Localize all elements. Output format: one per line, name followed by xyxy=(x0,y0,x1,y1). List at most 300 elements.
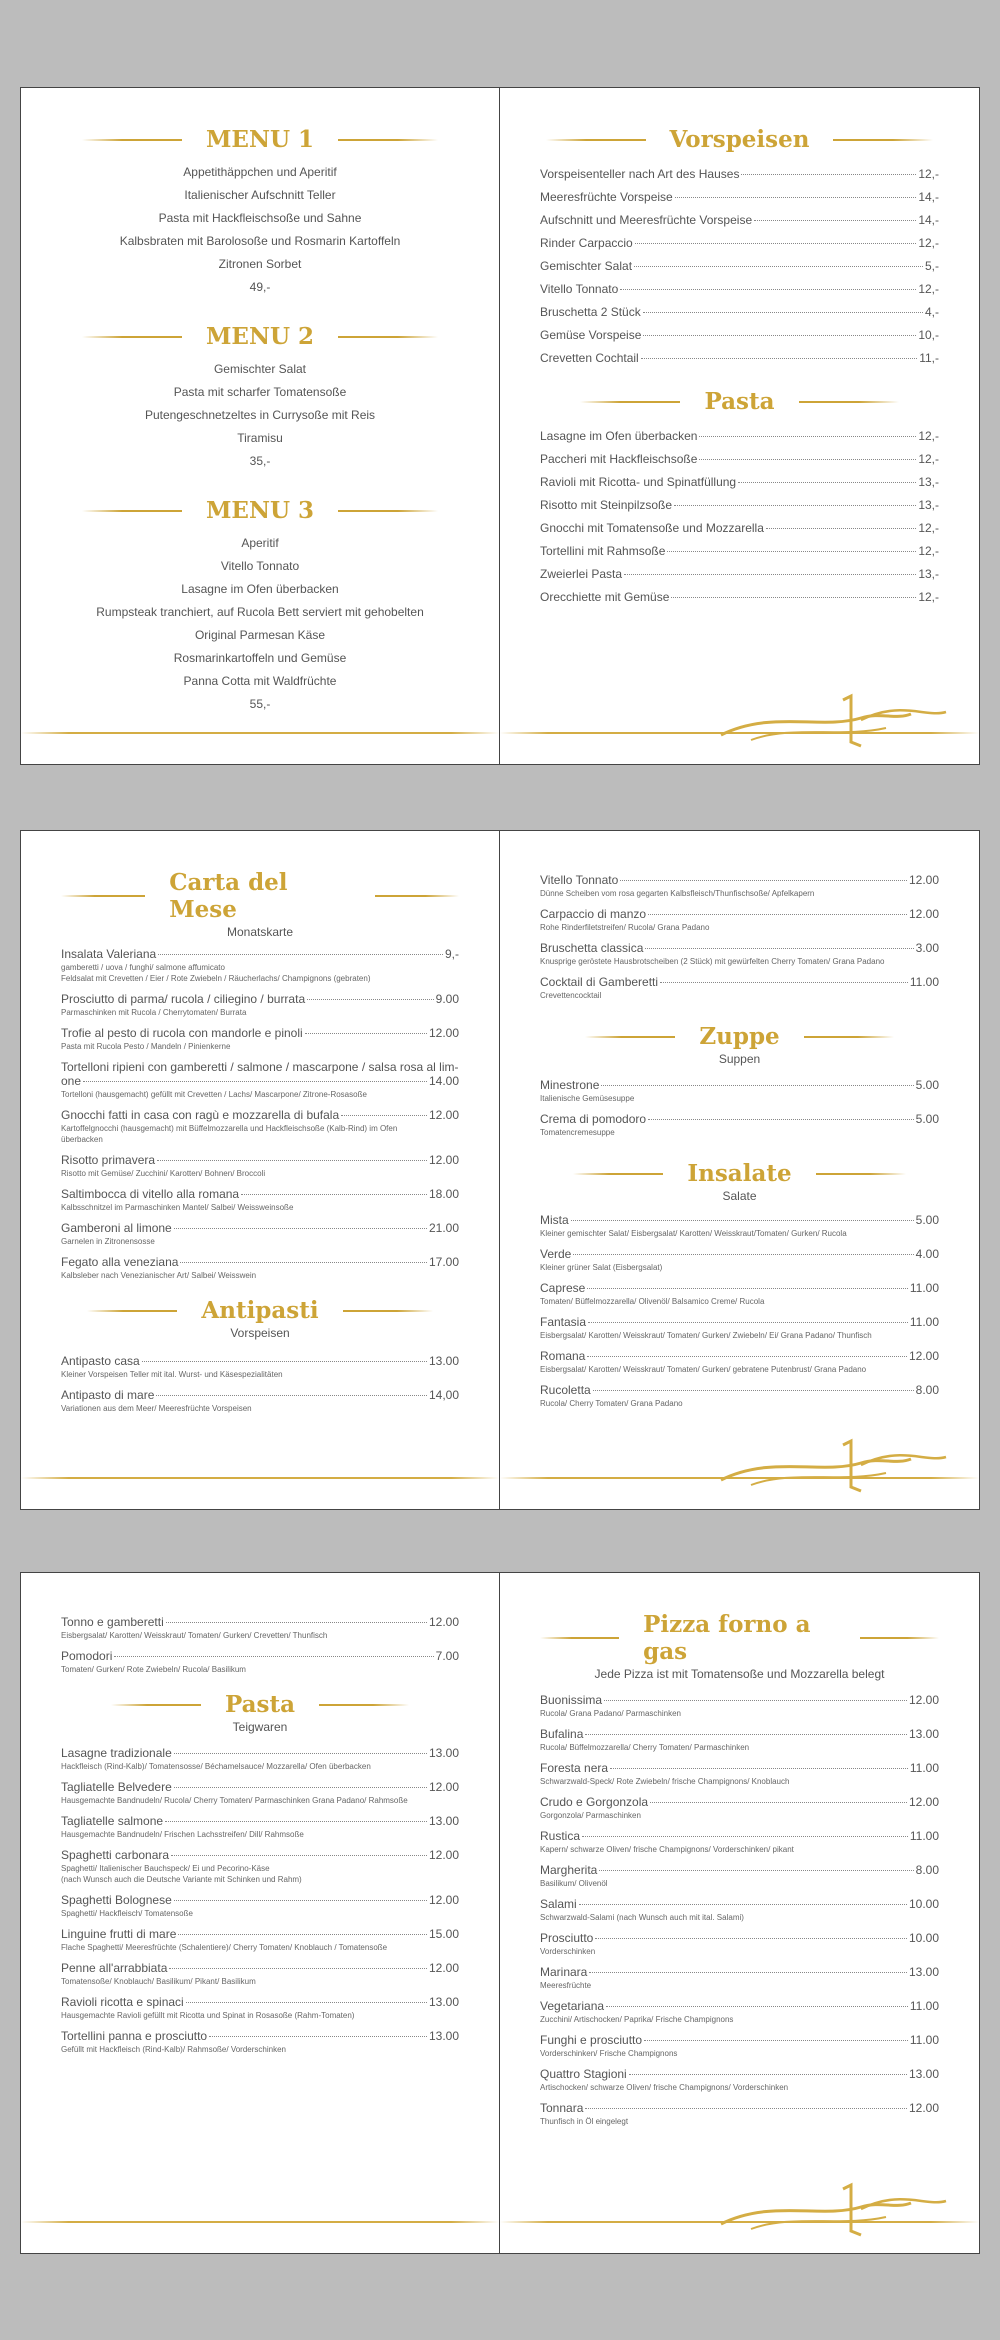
menu-entry xyxy=(540,1965,939,1991)
menu-item xyxy=(540,1281,939,1295)
item-name: Aufschnitt und Meeresfrüchte Vorspeise xyxy=(540,213,753,227)
section-title-pizza: Pizza forno a gas xyxy=(540,1611,939,1665)
item-description: Schwarzwald-Salami (nach Wunsch auch mit ital. Salami) xyxy=(540,1913,744,1922)
menu-entry xyxy=(540,1281,939,1307)
menu-item xyxy=(540,540,939,563)
dot-leader xyxy=(579,1904,907,1905)
item-price: 12.00 xyxy=(908,2101,939,2115)
menu-course: Tiramisu xyxy=(237,431,283,445)
item-price: 11,- xyxy=(919,351,939,365)
item-name: Bruschetta 2 Stück xyxy=(540,305,641,319)
item-price: 18.00 xyxy=(428,1187,459,1201)
menu-item xyxy=(540,1727,939,1741)
item-price: 21.00 xyxy=(428,1221,459,1235)
page-insalate-pasta xyxy=(21,1573,500,2253)
section-subtitle-pizza: Jede Pizza ist mit Tomatensoße und Mozzarella belegt xyxy=(594,1667,885,1681)
item-description: Hausgemachte Ravioli gefüllt mit Ricotta und Spinat in Rosasoße (Rahm-Tomaten) xyxy=(61,2011,355,2020)
item-name: Funghi e prosciutto xyxy=(540,2033,643,2047)
item-name: Fegato alla veneziana xyxy=(61,1255,179,1269)
pasta-list xyxy=(61,1746,459,2055)
menu-item xyxy=(540,1965,939,1979)
menu-spread-2 xyxy=(20,830,980,1510)
menu-item xyxy=(61,1961,459,1975)
item-description: Tortelloni (hausgemacht) gefüllt mit Crevetten / Lachs/ Mascarpone/ Zitrone-Rosasoße xyxy=(61,1090,367,1099)
dot-leader xyxy=(604,1700,907,1701)
menu-entry xyxy=(540,1897,939,1923)
dot-leader xyxy=(624,574,916,575)
menu-course: Appetithäppchen und Aperitif xyxy=(183,165,337,179)
menu-title-text: MENU 1 xyxy=(205,126,315,153)
menu-entry xyxy=(61,1814,459,1840)
gold-divider xyxy=(21,732,499,734)
menu-course: Lasagne im Ofen überbacken xyxy=(181,582,339,596)
item-price: 13.00 xyxy=(908,2067,939,2081)
item-name: Vegetariana xyxy=(540,1999,605,2013)
menu-entry xyxy=(61,1927,459,1953)
item-name: Minestrone xyxy=(540,1078,600,1092)
item-description: Eisbergsalat/ Karotten/ Weisskraut/ Tomaten/ Gurken/ gebratene Putenbrust/ Grana Padano xyxy=(540,1365,867,1374)
menu-item xyxy=(61,1746,459,1760)
menu-spread-3 xyxy=(20,1572,980,2254)
dot-leader xyxy=(629,2074,907,2075)
menu-entry xyxy=(540,1112,939,1138)
menu-entry xyxy=(540,1999,939,2025)
menu-item xyxy=(61,1927,459,1941)
item-description: Tomaten/ Gurken/ Rote Zwiebeln/ Rucola/ Basilikum xyxy=(61,1665,246,1674)
menu-item xyxy=(540,517,939,540)
menu-course: Zitronen Sorbet xyxy=(218,257,302,271)
menu-entry xyxy=(540,1829,939,1855)
section-title-pasta: Pasta xyxy=(61,1691,459,1718)
menu-item xyxy=(540,1315,939,1329)
dot-leader xyxy=(156,1395,427,1396)
item-name: Rinder Carpaccio xyxy=(540,236,633,250)
dot-leader xyxy=(699,436,916,437)
dot-leader xyxy=(610,1768,908,1769)
menu-entry xyxy=(540,941,939,967)
dot-leader xyxy=(305,1033,427,1034)
menu-item xyxy=(61,1848,459,1862)
item-name: Penne all'arrabbiata xyxy=(61,1961,168,1975)
menu-entry xyxy=(540,873,939,899)
item-price: 13,- xyxy=(918,475,939,489)
item-name: Rucoletta xyxy=(540,1383,591,1397)
dot-leader xyxy=(671,597,916,598)
item-price: 11.00 xyxy=(909,1829,939,1843)
item-name: Tonnara xyxy=(540,2101,584,2115)
section-title-vorspeisen: Vorspeisen xyxy=(540,126,939,153)
item-name: Risotto mit Steinpilzsoße xyxy=(540,498,673,512)
item-name: Cocktail di Gamberetti xyxy=(540,975,659,989)
section-title-carta: Carta del Mese xyxy=(61,869,459,923)
menu-item xyxy=(61,1780,459,1794)
item-name: Risotto primavera xyxy=(61,1153,156,1167)
item-description: Hausgemachte Bandnudeln/ Rucola/ Cherry Tomaten/ Parmaschinken Grana Padano/ Rahmsoße xyxy=(61,1796,408,1805)
menu-item xyxy=(61,1221,459,1235)
item-description: Risotto mit Gemüse/ Zucchini/ Karotten/ Bohnen/ Broccoli xyxy=(61,1169,266,1178)
dot-leader xyxy=(741,174,916,175)
item-price: 8.00 xyxy=(915,1383,939,1397)
item-name: Vitello Tonnato xyxy=(540,873,619,887)
item-price: 13.00 xyxy=(428,1814,459,1828)
menu-item xyxy=(540,232,939,255)
item-price: 10,- xyxy=(918,328,939,342)
zuppe-list xyxy=(540,1078,939,1138)
dot-leader xyxy=(675,197,917,198)
menu-item xyxy=(540,1383,939,1397)
item-name: Vorspeisenteller nach Art des Hauses xyxy=(540,167,740,181)
menu-item xyxy=(540,448,939,471)
item-price: 14.00 xyxy=(428,1074,459,1088)
item-description: Artischocken/ schwarze Oliven/ frische Champignons/ Vorderschinken xyxy=(540,2083,789,2092)
item-price: 12,- xyxy=(918,167,939,181)
menu-entry xyxy=(61,1746,459,1772)
menu-title-text: MENU 3 xyxy=(205,497,315,524)
menu-spread-1 xyxy=(20,87,980,765)
item-description: gamberetti / uova / funghi/ salmone affumicato Feldsalat mit Crevetten / Eier / Rote Zwiebeln / Räucherlachs/ Champignons (gebraten) xyxy=(61,963,371,983)
dot-leader xyxy=(178,1934,427,1935)
menu-course: Pasta mit Hackfleischsoße und Sahne xyxy=(158,211,362,225)
item-description: Tomatencremesuppe xyxy=(540,1128,615,1137)
menu-item xyxy=(540,1999,939,2013)
dot-leader xyxy=(585,2108,907,2109)
dot-leader xyxy=(738,482,916,483)
menu-entry xyxy=(540,907,939,933)
item-name: Vitello Tonnato xyxy=(540,282,619,296)
item-description: Gorgonzola/ Parmaschinken xyxy=(540,1811,641,1820)
menu-item xyxy=(540,1795,939,1809)
item-name: Linguine frutti di mare xyxy=(61,1927,177,1941)
menu-title xyxy=(61,126,459,153)
item-price: 4,- xyxy=(924,305,939,319)
dot-leader xyxy=(660,982,908,983)
dot-leader xyxy=(620,880,907,881)
item-name: Pomodori xyxy=(61,1649,113,1663)
item-price: 3.00 xyxy=(915,941,939,955)
menu-item xyxy=(540,278,939,301)
dot-leader xyxy=(699,459,916,460)
menu-item xyxy=(61,1026,459,1040)
item-name: Antipasto di mare xyxy=(61,1388,155,1402)
menu-item xyxy=(61,1354,459,1368)
item-name: Gamberoni al limone xyxy=(61,1221,172,1235)
menu-course: Putengeschnetzeltes in Currysoße mit Reis xyxy=(144,408,376,422)
dot-leader xyxy=(573,1254,913,1255)
dot-leader xyxy=(587,1288,908,1289)
menu-course: Vitello Tonnato xyxy=(220,559,300,573)
dot-leader xyxy=(634,266,923,267)
menu-item xyxy=(61,1814,459,1828)
item-description: Rucola/ Büffelmozzarella/ Cherry Tomaten/ Parmaschinken xyxy=(540,1743,750,1752)
item-price: 14,- xyxy=(918,213,939,227)
set-menus xyxy=(61,88,459,716)
menu-course: Panna Cotta mit Waldfrüchte xyxy=(183,674,337,688)
menu-entry xyxy=(540,1349,939,1375)
antipasti-list xyxy=(61,1354,459,1414)
dot-leader xyxy=(341,1115,427,1116)
item-description: Schwarzwald-Speck/ Rote Zwiebeln/ frische Champignons/ Knoblauch xyxy=(540,1777,790,1786)
dot-leader xyxy=(582,1836,908,1837)
menu-entry xyxy=(61,1848,459,1885)
item-description: Kleiner gemischter Salat/ Eisbergsalat/ Karotten/ Weisskraut/Tomaten/ Gurken/ Rucola xyxy=(540,1229,847,1238)
menu-entry xyxy=(540,1863,939,1889)
item-name: Caprese xyxy=(540,1281,586,1295)
menu-entry xyxy=(540,1078,939,1104)
menu-entry xyxy=(540,1315,939,1341)
item-name: Spaghetti Bolognese xyxy=(61,1893,172,1907)
menu-course: 35,- xyxy=(249,454,271,468)
menu-item xyxy=(540,1693,939,1707)
menu-item xyxy=(540,1897,939,1911)
item-name: Lasagne im Ofen überbacken xyxy=(540,429,698,443)
item-description: Hackfleisch (Rind-Kalb)/ Tomatensosse/ Béchamelsauce/ Mozzarella/ Ofen überbacken xyxy=(61,1762,371,1771)
item-name: Tortellini mit Rahmsoße xyxy=(540,544,666,558)
item-name: Insalata Valeriana xyxy=(61,947,157,961)
item-price: 13,- xyxy=(918,567,939,581)
menu-item xyxy=(540,209,939,232)
item-price: 11.00 xyxy=(909,1761,939,1775)
item-price: 12.00 xyxy=(428,1780,459,1794)
dot-leader xyxy=(571,1220,914,1221)
menu-title-text: MENU 2 xyxy=(205,323,315,350)
item-name: Gnocchi mit Tomatensoße und Mozzarella xyxy=(540,521,764,535)
dot-leader xyxy=(186,2002,427,2003)
menu-entry xyxy=(61,1354,459,1380)
item-price: 13.00 xyxy=(908,1727,939,1741)
menu-item xyxy=(540,1349,939,1363)
item-description: Kleiner Vorspeisen Teller mit ital. Wurst- und Käsespezialitäten xyxy=(61,1370,283,1379)
item-price: 13.00 xyxy=(428,1995,459,2009)
menu-course: Gemischter Salat xyxy=(213,362,307,376)
item-price: 15.00 xyxy=(428,1927,459,1941)
menu-item xyxy=(540,1078,939,1092)
item-description: Flache Spaghetti/ Meeresfrüchte (Schalentiere)/ Cherry Tomaten/ Knoblauch / Tomatensoße xyxy=(61,1943,388,1952)
item-price: 12,- xyxy=(918,590,939,604)
item-description: Garnelen in Zitronensosse xyxy=(61,1237,155,1246)
item-price: 12.00 xyxy=(428,1153,459,1167)
menu-entry xyxy=(540,1761,939,1787)
dot-leader xyxy=(165,1821,427,1822)
dot-leader xyxy=(307,999,434,1000)
item-description: Eisbergsalat/ Karotten/ Weisskraut/ Tomaten/ Gurken/ Crevetten/ Thunfisch xyxy=(61,1631,328,1640)
dot-leader xyxy=(643,335,916,336)
menu-item xyxy=(540,1112,939,1126)
item-description: Rohe Rinderfiletstreifen/ Rucola/ Grana Padano xyxy=(540,923,710,932)
menu-item xyxy=(61,1108,459,1122)
dot-leader xyxy=(599,1870,913,1871)
item-description: Kartoffelgnocchi (hausgemacht) mit Büffelmozzarella und Hackfleischsoße (Kalb-Rind) im Ofen überbacken xyxy=(61,1124,398,1144)
pasta-list xyxy=(540,425,939,609)
menu-entry xyxy=(61,1026,459,1052)
menu-entry xyxy=(540,1247,939,1273)
page-set-menus xyxy=(21,88,500,764)
item-name: Romana xyxy=(540,1349,586,1363)
menu-item xyxy=(61,1255,459,1269)
menu-course: 49,- xyxy=(249,280,271,294)
item-description: Crevettencocktail xyxy=(540,991,602,1000)
item-name-line1: Tortelloni ripieni con gamberetti / salmone / mascarpone / salsa rosa al lim- xyxy=(61,1060,459,1074)
menu-title xyxy=(61,323,459,350)
item-price: 5.00 xyxy=(915,1213,939,1227)
item-name: Rustica xyxy=(540,1829,581,1843)
dot-leader xyxy=(601,1085,913,1086)
item-description: Gefüllt mit Hackfleisch (Rind-Kalb)/ Rahmsoße/ Vorderschinken xyxy=(61,2045,286,2054)
item-name: one xyxy=(61,1074,82,1088)
dot-leader xyxy=(174,1787,427,1788)
section-title-zuppe: Zuppe xyxy=(540,1023,939,1050)
menu-title xyxy=(61,497,459,524)
section-subtitle-pasta: Teigwaren xyxy=(232,1720,288,1734)
item-price: 11.00 xyxy=(909,975,939,989)
menu-entry xyxy=(61,1108,459,1145)
menu-entry xyxy=(540,2067,939,2093)
gold-ornament-icon xyxy=(711,690,951,750)
item-price: 12.00 xyxy=(908,907,939,921)
menu-entry xyxy=(540,2033,939,2059)
dot-leader xyxy=(595,1938,907,1939)
dot-leader xyxy=(174,1753,427,1754)
menu-entry xyxy=(61,1649,459,1675)
menu-entry xyxy=(540,1931,939,1957)
dot-leader xyxy=(606,2006,908,2007)
menu-item xyxy=(61,1074,459,1088)
dot-leader xyxy=(643,312,923,313)
menu-entry xyxy=(61,1221,459,1247)
item-description: Italienische Gemüsesuppe xyxy=(540,1094,635,1103)
item-name: Tortellini panna e prosciutto xyxy=(61,2029,208,2043)
section-subtitle-carta: Monatskarte xyxy=(226,925,294,939)
item-name: Salami xyxy=(540,1897,577,1911)
menu-item xyxy=(540,301,939,324)
menu-entry xyxy=(61,1780,459,1806)
menu-entry xyxy=(540,2101,939,2127)
menu-entry xyxy=(61,2029,459,2055)
menu-item xyxy=(61,1995,459,2009)
item-price: 14,00 xyxy=(428,1388,459,1402)
item-price: 11.00 xyxy=(909,1315,939,1329)
dot-leader xyxy=(180,1262,427,1263)
item-description: Variationen aus dem Meer/ Meeresfrüchte Vorspeisen xyxy=(61,1404,252,1413)
item-price: 7.00 xyxy=(435,1649,459,1663)
item-description: Pasta mit Rucola Pesto / Mandeln / Pinienkerne xyxy=(61,1042,231,1051)
menu-item xyxy=(540,425,939,448)
item-name: Ravioli ricotta e spinaci xyxy=(61,1995,184,2009)
item-price: 12,- xyxy=(918,429,939,443)
item-name: Saltimbocca di vitello alla romana xyxy=(61,1187,240,1201)
item-description: Tomaten/ Büffelmozzarella/ Olivenöl/ Balsamico Creme/ Rucola xyxy=(540,1297,765,1306)
item-name: Crema di pomodoro xyxy=(540,1112,647,1126)
item-price: 13.00 xyxy=(428,1354,459,1368)
item-price: 12,- xyxy=(918,544,939,558)
menu-course-list xyxy=(61,161,459,299)
menu-item xyxy=(61,992,459,1006)
item-name: Prosciutto xyxy=(540,1931,594,1945)
item-price: 11.00 xyxy=(909,2033,939,2047)
dot-leader xyxy=(645,948,913,949)
dot-leader xyxy=(648,914,907,915)
page-carta-antipasti xyxy=(21,831,500,1509)
item-name: Gnocchi fatti in casa con ragù e mozzarella di bufala xyxy=(61,1108,340,1122)
dot-leader xyxy=(754,220,916,221)
item-name: Lasagne tradizionale xyxy=(61,1746,172,1760)
menu-course: Kalbsbraten mit Barolosoße und Rosmarin Kartoffeln xyxy=(119,234,401,248)
antipasti-continued-list xyxy=(540,873,939,1001)
item-description: Eisbergsalat/ Karotten/ Weisskraut/ Tomaten/ Gurken/ Zwiebeln/ Ei/ Grana Padano/ Thunfisch xyxy=(540,1331,872,1340)
menu-course-list xyxy=(61,532,459,716)
item-price: 5.00 xyxy=(915,1078,939,1092)
item-name: Quattro Stagioni xyxy=(540,2067,627,2081)
item-price: 14,- xyxy=(918,190,939,204)
item-price: 17.00 xyxy=(428,1255,459,1269)
dot-leader xyxy=(114,1656,433,1657)
section-subtitle-zuppe: Suppen xyxy=(718,1052,761,1066)
menu-entry xyxy=(61,1187,459,1213)
menu-entry xyxy=(540,1213,939,1239)
menu-item xyxy=(540,1247,939,1261)
item-name: Prosciutto di parma/ rucola / ciliegino / burrata xyxy=(61,992,306,1006)
item-description: Dünne Scheiben vom rosa gegarten Kalbsfleisch/Thunfischsoße/ Apfelkapern xyxy=(540,889,815,898)
dot-leader xyxy=(209,2036,427,2037)
item-price: 13.00 xyxy=(428,1746,459,1760)
menu-item xyxy=(540,563,939,586)
item-name: Paccheri mit Hackfleischsoße xyxy=(540,452,698,466)
item-description: Parmaschinken mit Rucola / Cherrytomaten/ Burrata xyxy=(61,1008,247,1017)
menu-entry xyxy=(540,975,939,1001)
item-name: Buonissima xyxy=(540,1693,603,1707)
menu-entry xyxy=(61,992,459,1018)
page-zuppe-insalate xyxy=(500,831,979,1509)
item-name: Bufalina xyxy=(540,1727,584,1741)
menu-course: Original Parmesan Käse xyxy=(194,628,326,642)
dot-leader xyxy=(620,289,916,290)
item-price: 12,- xyxy=(918,282,939,296)
menu-course-list xyxy=(61,358,459,473)
menu-item xyxy=(61,947,459,961)
menu-entry xyxy=(61,1893,459,1919)
item-price: 12.00 xyxy=(908,1795,939,1809)
gold-ornament-icon xyxy=(711,1435,951,1495)
menu-entry xyxy=(61,1995,459,2021)
dot-leader xyxy=(174,1900,427,1901)
item-price: 12.00 xyxy=(908,1693,939,1707)
menu-item xyxy=(540,1213,939,1227)
item-price: 9,- xyxy=(444,947,459,961)
item-price: 9.00 xyxy=(435,992,459,1006)
dot-leader xyxy=(142,1361,427,1362)
dot-leader xyxy=(766,528,916,529)
item-price: 8.00 xyxy=(915,1863,939,1877)
item-price: 11.00 xyxy=(909,1999,939,2013)
item-description: Rucola/ Cherry Tomaten/ Grana Padano xyxy=(540,1399,683,1408)
dot-leader xyxy=(241,1194,427,1195)
menu-item xyxy=(540,2033,939,2047)
dot-leader xyxy=(667,551,916,552)
menu-item xyxy=(540,1863,939,1877)
item-price: 12.00 xyxy=(908,1349,939,1363)
item-description: Rucola/ Grana Padano/ Parmaschinken xyxy=(540,1709,681,1718)
menu-item xyxy=(540,186,939,209)
item-description: Spaghetti/ Italienischer Bauchspeck/ Ei und Pecorino-Käse (nach Wunsch auch die Deutsche Variante mit Schinken und Rahm) xyxy=(61,1864,302,1884)
menu-course: Rosmarinkartoffeln und Gemüse xyxy=(173,651,347,665)
item-price: 5.00 xyxy=(915,1112,939,1126)
menu-item xyxy=(540,2067,939,2081)
menu-item xyxy=(540,494,939,517)
item-price: 13.00 xyxy=(908,1965,939,1979)
page-pizza xyxy=(500,1573,979,2253)
section-title-pasta: Pasta xyxy=(540,388,939,415)
dot-leader xyxy=(635,243,917,244)
menu-course: Aperitif xyxy=(241,536,279,550)
